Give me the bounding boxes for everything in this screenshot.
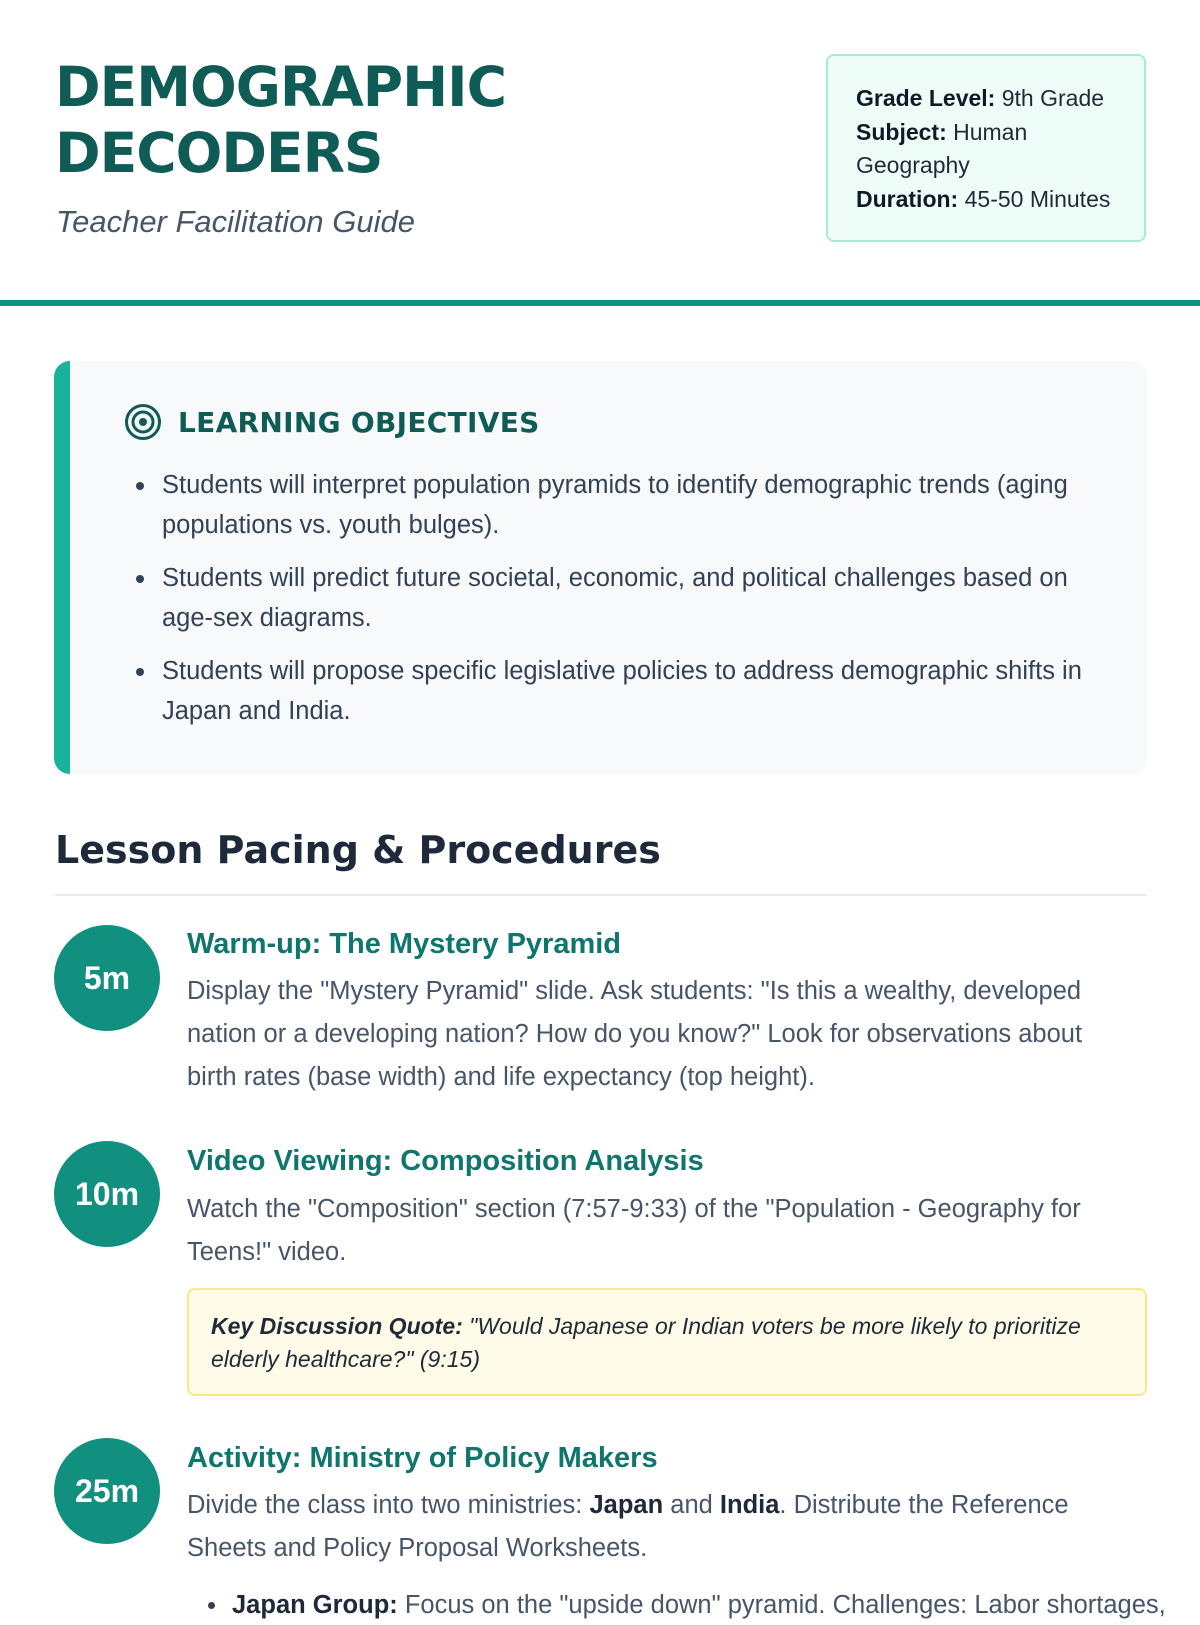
ministry-india: India — [719, 1491, 780, 1519]
pacing-divider — [55, 894, 1147, 896]
japan-group-text: Focus on the "upside down" pyramid. Challenges: Labor shortages, — [397, 1591, 1166, 1619]
duration-value: 45-50 Minutes — [964, 185, 1111, 212]
step-duration-badge: 5m — [54, 925, 160, 1031]
quote-text: "Would Japanese or Indian voters be more likely to prioritize elderly healthcare?" (9:15) — [211, 1313, 1081, 1372]
activity-text-end: . Distribute the Reference Sheets and Policy Proposal Worksheets. — [187, 1491, 1069, 1562]
activity-text-and: and — [663, 1491, 720, 1519]
step-duration-badge: 25m — [54, 1438, 160, 1544]
grade-level-value: 9th Grade — [1001, 85, 1105, 111]
objective-item: Students will propose specific legislative policies to address demographic shifts in Japan and India. — [162, 651, 1122, 731]
header-divider — [0, 300, 1200, 306]
japan-group-item — [232, 1585, 1166, 1625]
key-discussion-quote — [187, 1288, 1147, 1396]
step-description-video-viewing: Watch the "Composition" section (7:57-9:33) of the "Population - Geography for Teens!" video. — [187, 1195, 1081, 1266]
subject-label: Subject: — [856, 118, 947, 145]
step-duration-badge: 10m — [54, 1141, 160, 1247]
learning-objectives-panel — [54, 361, 1147, 774]
target-icon — [124, 403, 162, 441]
activity-text-start: Divide the class into two ministries: — [187, 1491, 590, 1519]
page-subtitle: Teacher Facilitation Guide — [56, 204, 415, 239]
step-title-video-viewing: Video Viewing: Composition Analysis — [187, 1145, 704, 1177]
quote-label: Key Discussion Quote: — [211, 1313, 463, 1339]
step-description-warm-up: Display the "Mystery Pyramid" slide. Ask students: "Is this a wealthy, developed nation or a developing nation? How do you know?" Look for observations about birth rates (base width) and life expectancy (top height). — [187, 977, 1083, 1091]
subject-row — [856, 116, 1116, 183]
japan-group-label: Japan Group: — [232, 1591, 398, 1619]
step-title-activity: Activity: Ministry of Policy Makers — [187, 1442, 658, 1474]
step-title-warm-up: Warm-up: The Mystery Pyramid — [187, 928, 622, 960]
step-description-activity — [187, 1484, 1137, 1570]
subject-value: Human Geography — [856, 118, 1028, 178]
pacing-section-title: Lesson Pacing & Procedures — [55, 828, 661, 872]
duration-label: Duration: — [856, 185, 959, 212]
objectives-heading — [124, 403, 540, 441]
objectives-title: LEARNING OBJECTIVES — [178, 405, 540, 439]
page-header — [0, 0, 1200, 306]
page-title-line-1: DEMOGRAPHIC — [55, 55, 506, 119]
ministry-japan: Japan — [589, 1491, 664, 1519]
grade-level-label: Grade Level: — [856, 85, 996, 111]
duration-row — [856, 183, 1116, 217]
lesson-meta-box — [826, 54, 1146, 242]
grade-level-row — [856, 82, 1116, 116]
objective-item: Students will predict future societal, economic, and political challenges based on age-sex diagrams. — [162, 558, 1122, 638]
objectives-list — [162, 465, 1122, 744]
page-title-line-2: DECODERS — [55, 121, 383, 185]
objective-item: Students will interpret population pyramids to identify demographic trends (aging populations vs. youth bulges). — [162, 465, 1122, 545]
